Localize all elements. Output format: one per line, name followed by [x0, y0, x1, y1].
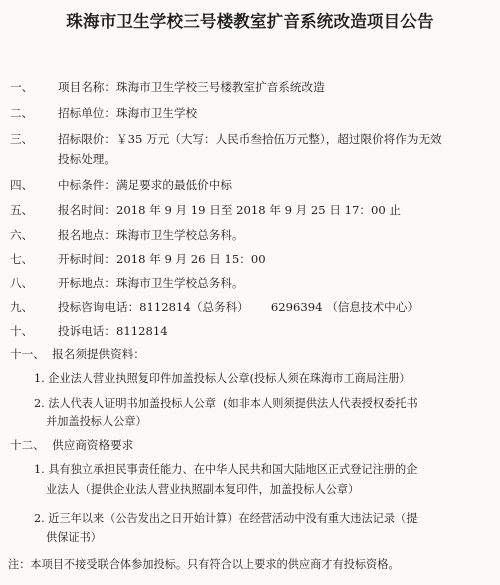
item-number: 五、	[10, 203, 34, 217]
page-title: 珠海市卫生学校三号楼教室扩音系统改造项目公告	[66, 12, 434, 31]
section-11-item-2: 2. 法人代表人证明书加盖投标人公章 (如非本人则须提供法人代表授权委托书	[34, 397, 418, 410]
item-label: 开标时间：	[58, 252, 116, 266]
item-registration-time	[58, 203, 401, 217]
item-value: 珠海市卫生学校	[115, 106, 198, 120]
item-number: 六、	[10, 228, 34, 242]
item-number: 二、	[10, 106, 34, 120]
item-number: 三、	[10, 132, 34, 146]
section-12-item-2: 2. 近三年以来（公告发出之日开始计算）在经营活动中没有重大违法记录（提	[34, 512, 418, 525]
item-value: 珠海市卫生学校总务科。	[115, 276, 244, 290]
item-award-condition	[58, 178, 232, 192]
item-label: 报名时间：	[58, 203, 116, 217]
item-consult-phone	[58, 300, 419, 314]
item-complaint-phone	[58, 324, 168, 338]
item-label: 报名地点：	[58, 228, 116, 242]
item-value: 珠海市卫生学校三号楼教室扩音系统改造	[115, 80, 325, 94]
item-value: 8112814（总务科） 6296394 （信息技术中心）	[139, 300, 419, 314]
item-label: 投诉电话：	[58, 324, 116, 338]
item-number: 一、	[10, 80, 34, 94]
item-value: 2018 年 9 月 26 日 15：00	[115, 252, 266, 266]
item-tender-unit	[58, 106, 197, 120]
item-label: 中标条件：	[58, 178, 116, 192]
item-label: 开标地点：	[58, 276, 116, 290]
item-price-limit-cont: 投标处理。	[58, 152, 116, 166]
item-opening-time	[58, 252, 266, 266]
item-label: 招标限价：	[58, 132, 116, 146]
section-11-item-2-cont: 并加盖投标人公章）	[46, 415, 147, 428]
item-value: 满足要求的最低价中标	[115, 178, 232, 192]
item-registration-place	[58, 228, 244, 242]
item-number: 十、	[10, 324, 34, 338]
item-number: 四、	[10, 178, 34, 192]
item-opening-place	[58, 276, 244, 290]
section-12-item-2-cont: 供保证书）	[46, 531, 102, 544]
item-number: 九、	[10, 300, 34, 314]
item-value: ￥35 万元（大写：人民币叁拾伍万元整），超过限价将作为无效	[115, 132, 442, 146]
section-11-heading: 十一、 报名须提供资料：	[10, 347, 145, 361]
section-11-item-1: 1. 企业法人营业执照复印件加盖投标人公章(投标人须在珠海市工商局注册）	[34, 372, 411, 385]
item-label: 招标单位：	[58, 106, 116, 120]
item-value: 2018 年 9 月 19 日至 2018 年 9 月 25 日 17：00 止	[115, 203, 402, 217]
section-12-heading: 十二、 供应商资格要求	[10, 438, 134, 452]
section-12-item-1-cont: 业法人（提供企业法人营业执照副本复印件，加盖投标人公章）	[46, 483, 360, 496]
item-label: 项目名称：	[58, 80, 116, 94]
item-value: 珠海市卫生学校总务科。	[115, 228, 244, 242]
item-label: 投标咨询电话：	[58, 300, 140, 314]
item-number: 七、	[10, 252, 34, 266]
item-price-limit	[58, 132, 442, 146]
item-project-name	[58, 80, 325, 94]
section-12-item-1: 1. 具有独立承担民事责任能力、在中华人民共和国大陆地区正式登记注册的企	[34, 463, 418, 476]
item-value: 8112814	[115, 324, 168, 338]
item-number: 八、	[10, 276, 34, 290]
footer-note: 注：本项目不接受联合体参加投标。只有符合以上要求的供应商才有投标资格。	[8, 558, 400, 571]
